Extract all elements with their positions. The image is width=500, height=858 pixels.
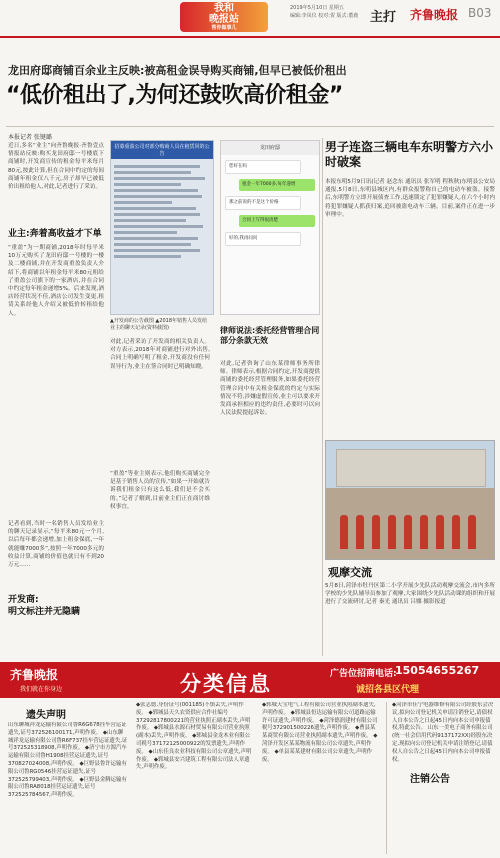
article-body-2: “重盈”为一期商铺,2018年时每平米10万元购买了龙田府邸一号楼的一楼及二楼商铺,并在开发商重盈负责人介绍下,将商铺以年租金每平米80元租给了重盈公司旗下的一家酒店,并在合同中约定每年租金递增5%。后来发现,酒店经营状况不佳,酒店公司发生变更,租赁关系经他人介绍又被低价转租给他人。 — [8, 245, 104, 317]
banner-hotline-label: 广告位招商电话: — [330, 669, 397, 679]
page-number: B03 — [468, 6, 492, 20]
classified-banner — [0, 662, 500, 698]
banner-hotline-number: 15054655267 — [395, 664, 480, 677]
edition-date: 2019年5月10日 星期五 — [290, 5, 344, 11]
column-divider — [322, 138, 323, 656]
logo-line-1: 我和 — [214, 3, 234, 14]
article-body-4: 对此,记者采访了开发商的相关负责人。对方表示,2018年对商铺进行对外出售,合同上明确写明了租金,开发商没有任何误导行为,业主在签合同时已明确知晓。 — [110, 339, 210, 370]
lost-notice-col-2: ◆张志德,身份证号(001185)不慎丢失,声明作废。 ◆郓城县天久农资供应合作社编号37292817800221的营业执照正副本丢失,声明作废。 ◆郓城县水源石材贸易有限公司营业执照(副本)丢失,声明作废。 ◆郓城县金龙木业有限公司税号37172125000922的发票遗失,声明作废。 ◆山东佳良农业科技有限公司公章遗失,声明作废。 ◆郓城县安兴建筑工程有限公司法人章遗失,声明作废。 — [136, 702, 252, 771]
student-figure — [372, 515, 380, 549]
banner-slogan: 我们就在你身边 — [20, 686, 63, 693]
student-figure — [340, 515, 348, 549]
article-headline: “低价租出了,为何还鼓吹高价租金” — [6, 83, 343, 108]
cancel-notice-body: ◆菏泽市佳宁电器维修有限公司经股东会决议,拟向公司登记机关申请注销登记,请债权人自本公告之日起45日内向本公司申报债权,特此公告。 山东一美电子商务有限公司(统一社会信用代码9137172XX)经股东决定,现拟向公司登记机关申请注销登记,请债权人自公告之日起45日内向本公司申报债权。 — [392, 702, 494, 763]
article-body-5: “重盈”等业主则表示,他们购买商铺完全是基于销售人员的宣传,“如果一开始就告诉我们租金只有这么低,我们是不会买的。”记者了解到,目前业主们正在商讨维权事宜。 — [110, 471, 210, 510]
photo-caption: ▲开发商的公告截图 ▲2018年销售人员发给业主的聊天记录(资料截图) — [110, 318, 208, 331]
chat-bubble: 好的,我再问问 — [225, 232, 301, 246]
student-figure — [404, 515, 412, 549]
chat-bubble: 您好在吗 — [225, 160, 301, 174]
students-photo — [325, 440, 495, 560]
column-logo — [180, 2, 268, 32]
banner-category: 分类信息 — [180, 672, 272, 696]
student-figure — [356, 515, 364, 549]
article-byline: 本报记者 张键璐 — [8, 134, 52, 141]
subhead-developer-2: 明文标注并无隐瞒 — [8, 607, 81, 617]
headline-divider — [6, 126, 494, 127]
chat-header: 龙田府邸 — [221, 141, 319, 155]
article-body-3: 记者看到,当时一名销售人员发给业主的聊天记录显示,“每平米80元一个月,以后每年都会递增,加上租金保底,一年就能赚7000多”,按照一年7000多元的收益计算,商铺的价值也就只有不到20万元…… — [8, 521, 104, 569]
lawyer-body: 对此,记者咨询了山东某律师事务所律师。律师表示,根据合同约定,开发商提供商铺的委托经营管理服务,如果委托经营管理合同中有关租金保底的约定与实际情况不符,涉嫌虚假宣传,业主可以要求开发商承担相应的违约责任,必要时可以向人民法院提起诉讼。 — [220, 361, 320, 417]
photo-story-body: 5月8日,菏泽市牡丹区第二小学开展少先队活动观摩交流会,市内多所学校的少先队辅导员参加了观摩,大家围绕少先队活动课的组织和开展进行了交流研讨,记者 秦光 通讯员 吕娜 摄影报道 — [325, 583, 495, 606]
school-building — [336, 449, 486, 487]
photo-story-title: 观摩交流 — [328, 566, 372, 579]
lost-notice-col-3: ◆郓城天宝电气工程有限公司营业执照副本遗失,声明作废。 ◆郓城县恒达运输有限公司道路运输许可证遗失,声明作废。 ◆菏泽德润建材有限公司税号372901500226遗失,声明作废。 ◆曹县某某商贸有限公司营业执照副本遗失,声明作废。 ◆菏泽开发区某某物流有限公司公章遗失,声明作废。 ◆单县某某建材有限公司公章遗失,声明作废。 — [262, 702, 378, 763]
lost-notice-col-1: 山东聊城祥龙运输有限公司鲁R6G678挂车营运证遗失,证号372526100171,声明作废。 ◆山东聊城祥龙运输有限公司鲁R6F737挂车营运证遗失,证号372525318908,声明作废。 ◆济宁市方源汽车运输有限公司鲁H1908挂营运证遗失,证号370827024008,声明作废。 ◆巨野县鲁许运输有限公司鲁RG0546挂营运证遗失,证号372525799403,声明作废。 ◆巨野县金腾运输有限公司鲁RA8018挂营运证遗失,证号372525784567,声明作废。 — [8, 722, 128, 799]
chat-bubble: 租金一年7000多,每年递增 — [239, 179, 315, 191]
ad-divider — [386, 702, 387, 854]
side-story-body: 本报东明5月9日讯(记者 赵念东 通讯员 张军明 程秋秋)东明县公安局通报,5月8日,东明县城区内,有群众报警称自己的电动车被盗。接警后,东明警方立即开展侦查工作,迅速锁定了犯罪嫌疑人,在六个小时内将犯罪嫌疑人抓获归案,追回被盗电动车三辆。目前,案件正在进一步审理中。 — [325, 179, 495, 218]
banner-brand: 齐鲁晚报 — [10, 668, 59, 682]
article-body-1: 近日,多名“业主”向齐鲁晚报·齐鲁壹点情报站反映:购买龙田府邸一号楼底下商铺时,开发商宣传的租金每平米每月80元,按此计算,但在合同中约定的每间商铺年租金仅八千元,房子却早已被低价出租给他人,对此,记者进行了采访。 — [8, 143, 104, 191]
notice-photo — [110, 140, 214, 315]
newspaper-brand: 齐鲁晚报 — [410, 8, 459, 22]
logo-line-2: 晚报站 — [209, 14, 239, 25]
lost-notice-title: 遗失声明 — [26, 710, 66, 721]
subhead-owners — [8, 226, 102, 239]
student-figure — [452, 515, 460, 549]
subhead-developer: 开发商: — [8, 595, 39, 605]
edition-editors: 编辑:李凤仪 校对:贺 版式:董鹿 — [290, 13, 359, 19]
banner-recruit: 诚招各县区代理 — [356, 685, 420, 695]
edition-meta — [290, 4, 358, 20]
chat-screenshot — [220, 140, 320, 315]
lawyer-subhead: 律师说法:委托经营管理合同部分条款无效 — [220, 326, 320, 345]
chat-bubble: 合同上写得很清楚 — [239, 215, 315, 227]
student-figure — [436, 515, 444, 549]
student-figure — [388, 515, 396, 549]
side-story-title: 男子连盗三辆电车东明警方六小时破案 — [325, 140, 494, 169]
section-label: 主打 — [370, 10, 397, 25]
student-figure — [468, 515, 476, 549]
student-figure — [420, 515, 428, 549]
notice-photo-lines — [111, 159, 213, 264]
chat-bubble: 那之前说的不是这个价格 — [225, 196, 301, 210]
subhead-owners-text: 业主:奔着高收益才下单 — [8, 229, 102, 239]
notice-photo-title: 招募重盈公司对部分购商人员在租赁同的公告 — [111, 141, 213, 159]
masthead — [0, 0, 500, 38]
article-kicker: 龙田府邸商铺百余业主反映:被高租金误导购买商铺,但早已被低价租出 — [8, 64, 347, 77]
logo-sub: 帮你做事儿 — [211, 25, 237, 31]
cancel-notice-title: 注销公告 — [410, 774, 450, 785]
